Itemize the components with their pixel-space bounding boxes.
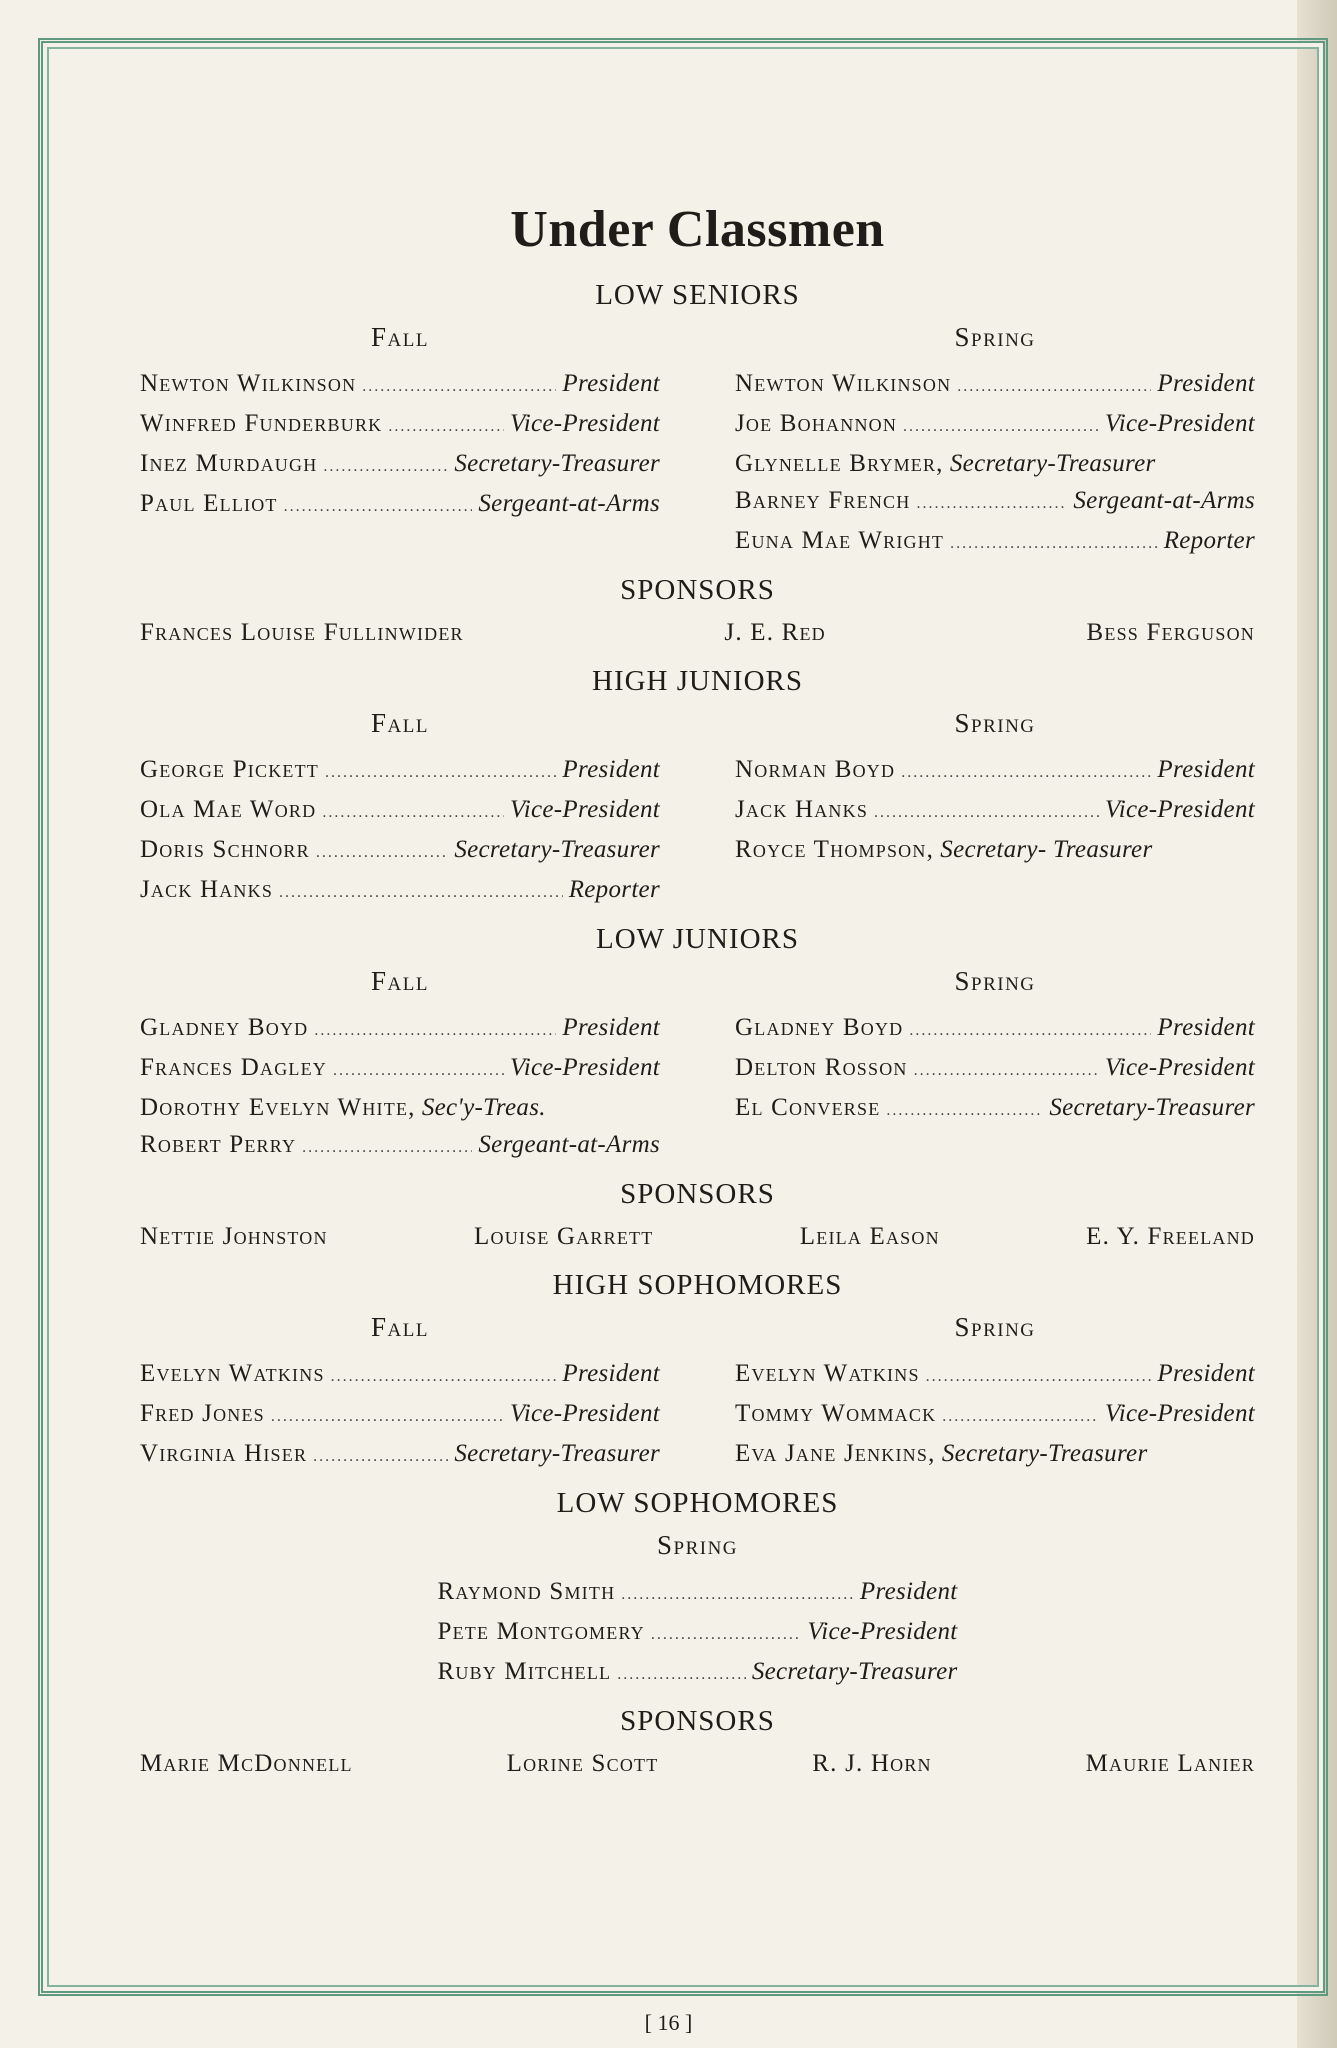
officer-row: [140, 485, 660, 525]
officer-title: Sergeant-at-Arms: [1073, 487, 1255, 514]
section-high-sophomores: [140, 1269, 1255, 1475]
officer-row: [735, 1049, 1255, 1089]
officer-name: Newton Wilkinson: [735, 370, 952, 397]
page-title: Under Classmen: [510, 201, 885, 258]
leader-dots: [284, 488, 473, 525]
officer-title: Vice-President: [1105, 1054, 1255, 1081]
leader-dots: [333, 1052, 504, 1089]
season-label: Spring: [954, 1312, 1036, 1342]
officer-name: Tommy Wommack: [735, 1400, 937, 1427]
leader-dots: [314, 1012, 556, 1049]
officer-row: [140, 1355, 660, 1395]
officer-row: [140, 791, 660, 831]
officer-name: Royce Thompson,: [735, 836, 935, 863]
officer-title: President: [859, 1578, 958, 1605]
officer-row: [140, 751, 660, 791]
officer-title: President: [562, 370, 660, 397]
officer-row: [140, 831, 660, 871]
spring-column: [438, 1530, 958, 1693]
spring-column: [735, 966, 1255, 1166]
sponsor-name: Leila Eason: [799, 1223, 940, 1250]
fall-column: [140, 1312, 660, 1475]
spring-column: [735, 1312, 1255, 1475]
sponsors-heading: SPONSORS: [620, 574, 775, 606]
officer-row: [735, 791, 1255, 831]
section-heading: LOW JUNIORS: [596, 923, 799, 955]
officer-title: Vice-President: [1105, 1400, 1255, 1427]
section-high-juniors: [140, 665, 1255, 911]
season-label: Spring: [954, 708, 1036, 738]
officer-title: Vice-President: [807, 1618, 958, 1645]
officer-title: Vice-President: [1105, 410, 1255, 437]
leader-dots: [322, 794, 504, 831]
sponsors-list: [140, 1750, 1255, 1778]
leader-dots: [617, 1656, 746, 1693]
section-heading: HIGH JUNIORS: [592, 665, 803, 697]
leader-dots: [302, 1129, 472, 1166]
officer-name: Inez Murdaugh: [140, 450, 318, 477]
leader-dots: [331, 1358, 557, 1395]
officer-title: President: [1157, 756, 1255, 783]
officer-row: [735, 405, 1255, 445]
leader-dots: [909, 1012, 1151, 1049]
officer-row: [735, 831, 1255, 868]
officer-name: Ola Mae Word: [140, 796, 317, 823]
officer-columns: [140, 966, 1255, 1166]
officer-name: Joe Bohannon: [735, 410, 898, 437]
leader-dots: [926, 1358, 1152, 1395]
leader-dots: [942, 1398, 1099, 1435]
fall-column: [140, 708, 660, 911]
officer-row: [735, 1089, 1255, 1129]
section-heading: LOW SENIORS: [595, 279, 800, 311]
fall-column: [140, 322, 660, 562]
officer-name: El Converse: [735, 1094, 881, 1121]
season-label: Fall: [371, 966, 429, 996]
sponsor-name: Marie McDonnell: [140, 1750, 353, 1777]
page-number: [ 16 ]: [644, 2010, 693, 2035]
leader-dots: [903, 408, 1099, 445]
officer-row: [140, 1395, 660, 1435]
officer-title: President: [562, 756, 660, 783]
officer-name: Doris Schnorr: [140, 836, 310, 863]
section-heading: HIGH SOPHOMORES: [552, 1269, 843, 1301]
officer-row: [735, 365, 1255, 405]
officer-row: [140, 365, 660, 405]
officer-name: Frances Dagley: [140, 1054, 328, 1081]
officer-name: Pete Montgomery: [437, 1618, 645, 1645]
officer-name: Jack Hanks: [140, 876, 274, 903]
officer-row: [735, 1435, 1255, 1472]
sponsor-name: Louise Garrett: [474, 1223, 654, 1250]
officer-row: [140, 1126, 660, 1166]
officer-title: Secretary- Treasurer: [940, 836, 1153, 863]
leader-dots: [957, 368, 1151, 405]
officer-row: [140, 1049, 660, 1089]
officer-title: President: [562, 1014, 660, 1041]
leader-dots: [362, 368, 556, 405]
sponsor-name: E. Y. Freeland: [1086, 1223, 1255, 1250]
sponsors-list: [140, 619, 1255, 647]
leader-dots: [279, 874, 563, 911]
sponsor-name: Bess Ferguson: [1086, 619, 1255, 646]
officer-columns: [140, 1312, 1255, 1475]
leader-dots: [388, 408, 504, 445]
officer-row: [140, 1435, 660, 1475]
officer-name: Eva Jane Jenkins,: [735, 1440, 936, 1467]
officer-title: Secretary-Treasurer: [949, 450, 1156, 477]
season-label: Spring: [656, 1530, 739, 1560]
sponsor-name: R. J. Horn: [812, 1750, 932, 1777]
officer-row: [438, 1573, 958, 1613]
officer-name: Evelyn Watkins: [735, 1360, 920, 1387]
officer-columns: [140, 708, 1255, 911]
officer-name: Gladney Boyd: [735, 1014, 904, 1041]
officer-name: Norman Boyd: [735, 756, 896, 783]
officer-title: Sergeant-at-Arms: [478, 1131, 660, 1158]
officer-title: Secretary-Treasurer: [751, 1658, 958, 1685]
sponsor-name: Maurie Lanier: [1085, 1750, 1255, 1777]
leader-dots: [325, 754, 556, 791]
officer-title: Vice-President: [510, 1400, 660, 1427]
officer-title: Vice-President: [510, 410, 660, 437]
officer-row: [140, 405, 660, 445]
officer-name: Raymond Smith: [437, 1578, 616, 1605]
officer-title: Sec'y-Treas.: [421, 1094, 546, 1121]
officer-row: [140, 871, 660, 911]
officer-title: Vice-President: [1105, 796, 1255, 823]
officer-title: Vice-President: [510, 796, 660, 823]
season-label: Spring: [954, 966, 1036, 996]
sponsor-name: J. E. Red: [724, 619, 826, 646]
officer-title: Reporter: [568, 876, 660, 903]
officer-name: George Pickett: [140, 756, 319, 783]
officer-name: Ruby Mitchell: [437, 1658, 612, 1685]
officer-title: Vice-President: [510, 1054, 660, 1081]
leader-dots: [271, 1398, 504, 1435]
leader-dots: [901, 754, 1151, 791]
leader-dots: [323, 448, 448, 485]
leader-dots: [621, 1576, 854, 1613]
leader-dots: [916, 485, 1067, 522]
officer-name: Jack Hanks: [735, 796, 869, 823]
season-label: Spring: [954, 322, 1036, 352]
officer-name: Fred Jones: [140, 1400, 265, 1427]
spring-column: [735, 708, 1255, 911]
leader-dots: [914, 1052, 1099, 1089]
officer-name: Gladney Boyd: [140, 1014, 309, 1041]
officer-row: [735, 1009, 1255, 1049]
season-label: Fall: [371, 708, 429, 738]
officer-name: Glynelle Brymer,: [735, 450, 944, 477]
officer-title: President: [1157, 1014, 1255, 1041]
officer-title: Reporter: [1163, 527, 1255, 554]
spring-column: [735, 322, 1255, 562]
officer-row: [735, 751, 1255, 791]
officer-name: Newton Wilkinson: [140, 370, 357, 397]
officer-row: [735, 1355, 1255, 1395]
officer-name: Delton Rosson: [735, 1054, 908, 1081]
leader-dots: [313, 1438, 448, 1475]
officer-name: Winfred Funderburk: [140, 410, 383, 437]
officer-row: [438, 1613, 958, 1653]
officer-title: President: [1157, 370, 1255, 397]
section-heading: LOW SOPHOMORES: [556, 1487, 839, 1519]
sponsor-name: Frances Louise Fullinwider: [140, 619, 464, 646]
leader-dots: [651, 1616, 802, 1653]
officer-name: Paul Elliot: [140, 490, 278, 517]
officer-row: [735, 1395, 1255, 1435]
sponsor-name: Nettie Johnston: [140, 1223, 328, 1250]
officer-title: Secretary-Treasurer: [454, 450, 660, 477]
officer-title: Sergeant-at-Arms: [478, 490, 660, 517]
section-low-juniors: [140, 923, 1255, 1251]
officer-row: [140, 445, 660, 485]
officer-columns: [140, 322, 1255, 562]
officer-name: Euna Mae Wright: [735, 527, 945, 554]
season-label: Fall: [371, 1312, 429, 1342]
officer-title: Secretary-Treasurer: [941, 1440, 1148, 1467]
officer-row: [438, 1653, 958, 1693]
officer-title: Secretary-Treasurer: [454, 1440, 660, 1467]
sponsors-list: [140, 1223, 1255, 1251]
officer-name: Virginia Hiser: [140, 1440, 308, 1467]
officer-row: [140, 1089, 660, 1126]
page-content: [140, 200, 1255, 1796]
sponsors-heading: SPONSORS: [620, 1178, 775, 1210]
officer-title: Secretary-Treasurer: [454, 836, 660, 863]
officer-name: Barney French: [735, 487, 911, 514]
officer-row: [140, 1009, 660, 1049]
fall-column: [140, 966, 660, 1166]
officer-row: [735, 482, 1255, 522]
leader-dots: [950, 525, 1158, 562]
officer-title: President: [1157, 1360, 1255, 1387]
leader-dots: [874, 794, 1099, 831]
officer-row: [735, 445, 1255, 482]
officer-title: Secretary-Treasurer: [1049, 1094, 1255, 1121]
officer-name: Dorothy Evelyn White,: [140, 1094, 416, 1121]
section-low-seniors: [140, 279, 1255, 647]
season-label: Fall: [371, 322, 429, 352]
officer-name: Robert Perry: [140, 1131, 297, 1158]
officer-row: [735, 522, 1255, 562]
leader-dots: [316, 834, 448, 871]
officer-name: Evelyn Watkins: [140, 1360, 325, 1387]
leader-dots: [886, 1092, 1043, 1129]
officer-title: President: [562, 1360, 660, 1387]
section-low-sophomores: [140, 1487, 1255, 1778]
sponsors-heading: SPONSORS: [620, 1705, 775, 1737]
sponsor-name: Lorine Scott: [506, 1750, 659, 1777]
